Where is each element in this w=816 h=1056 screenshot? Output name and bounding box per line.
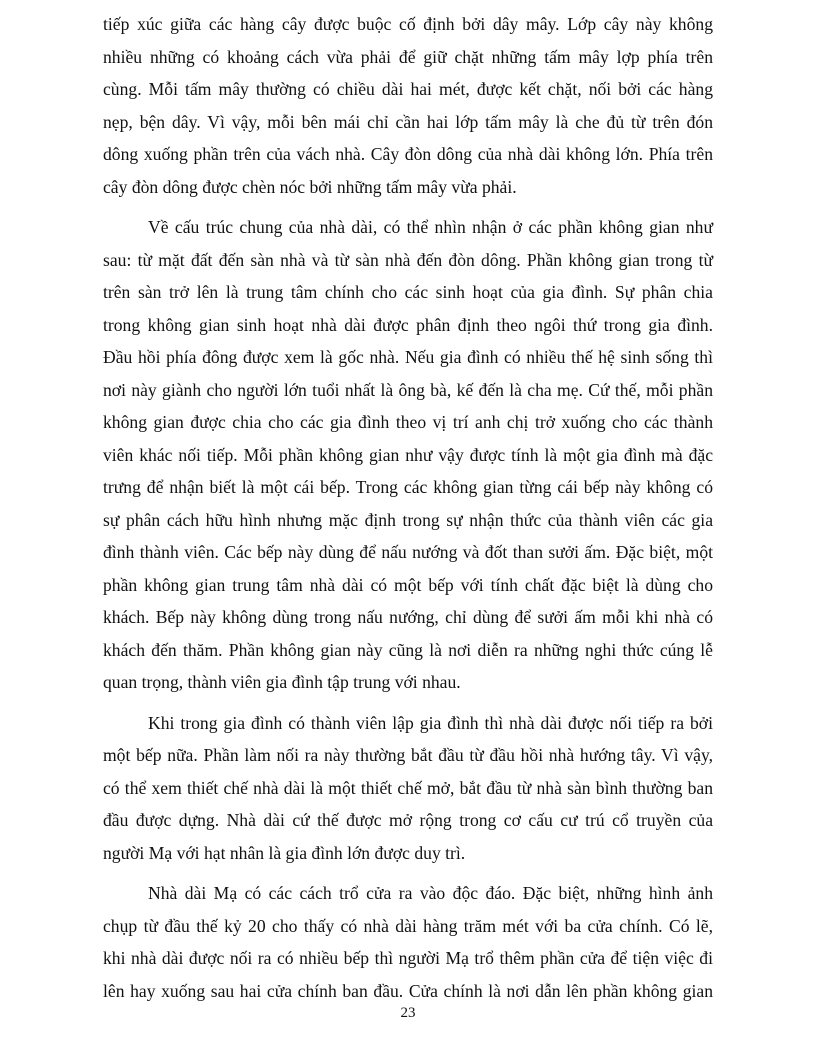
text-line: viên khác nối tiếp. Mỗi phần không gian như vậy được tính là một gia đình mà đặc (103, 444, 713, 465)
text-line: nơi này giành cho người lớn tuổi nhất là ông bà, kế đến là cha mẹ. Cứ thế, mỗi phần (103, 379, 713, 400)
paragraph (103, 707, 713, 870)
text-line: Về cấu trúc chung của nhà dài, có thể nhìn nhận ở các phần không gian như (148, 217, 713, 237)
text-line: chụp từ đầu thế kỷ 20 cho thấy có nhà dài hàng trăm mét với ba cửa chính. Có lẽ, (103, 915, 713, 936)
text-line: có thể xem thiết chế nhà dài là một thiết chế mở, bắt đầu từ nhà sàn bình thường ban (103, 777, 713, 798)
text-line: khách. Bếp này không dùng trong nấu nướng, chỉ dùng để sưởi ấm mỗi khi nhà có (103, 607, 713, 627)
text-line: phần không gian trung tâm nhà dài có một bếp với tính chất đặc biệt là dùng cho (103, 574, 713, 595)
text-line: người Mạ với hạt nhân là gia đình lớn được duy trì. (103, 842, 466, 863)
text-line: quan trọng, thành viên gia đình tập trung với nhau. (103, 672, 461, 692)
text-line: một bếp nữa. Phần làm nối ra này thường bắt đầu từ đầu hồi nhà hướng tây. Vì vậy, (103, 745, 713, 765)
text-line: không gian được chia cho các gia đình theo vị trí anh chị trở xuống cho các thành (103, 412, 713, 432)
text-line: Khi trong gia đình có thành viên lập gia đình thì nhà dài được nối tiếp ra bởi (148, 712, 713, 733)
document-body (103, 8, 713, 1007)
text-line: khách đến thăm. Phần không gian này cũng là nơi diễn ra những nghi thức cúng lễ (103, 639, 713, 660)
text-line: cây đòn dông được chèn nóc bởi những tấm mây vừa phải. (103, 176, 517, 197)
text-line: Đầu hồi phía đông được xem là gốc nhà. Nếu gia đình có nhiều thế hệ sinh sống thì (103, 347, 713, 367)
paragraph (103, 211, 713, 699)
page-number: 23 (400, 1005, 416, 1021)
text-line: tiếp xúc giữa các hàng cây được buộc cố định bởi dây mây. Lớp cây này không (103, 14, 713, 34)
text-line: dông xuống phần trên của vách nhà. Cây đòn dông của nhà dài không lớn. Phía trên (103, 144, 713, 164)
text-line: đầu được dựng. Nhà dài cứ thế được mở rộng trong cơ cấu cư trú cổ truyền của (103, 810, 713, 830)
text-line: lên hay xuống sau hai cửa chính ban đầu. Cửa chính là nơi dẫn lên phần không gian (103, 980, 713, 1001)
text-line: nẹp, bện dây. Vì vậy, mỗi bên mái chỉ cần hai lớp tấm mây là che đủ từ trên đón (103, 111, 713, 132)
text-line: sau: từ mặt đất đến sàn nhà và từ sàn nhà đến đòn dông. Phần không gian trong từ (103, 249, 713, 270)
text-line: cùng. Mỗi tấm mây thường có chiều dài hai mét, được kết chặt, nối bởi các hàng (103, 79, 713, 99)
text-line: Nhà dài Mạ có các cách trổ cửa ra vào độc đáo. Đặc biệt, những hình ảnh (148, 883, 713, 903)
text-line: trên sàn trở lên là trung tâm chính cho các sinh hoạt của gia đình. Sự phân chia (103, 282, 713, 302)
text-line: nhiều những có khoảng cách vừa phải để giữ chặt những tấm mây lợp phía trên (103, 46, 713, 67)
paragraph (103, 877, 713, 1007)
text-line: trưng để nhận biết là một cái bếp. Trong các không gian từng cái bếp này không có (103, 477, 713, 497)
text-line: đình thành viên. Các bếp này dùng để nấu nướng và đốt than sưởi ấm. Đặc biệt, một (103, 542, 713, 562)
text-line: khi nhà dài được nối ra có nhiều bếp thì người Mạ trổ thêm phần cửa để tiện việc đi (103, 948, 713, 968)
text-line: sự phân cách hữu hình nhưng mặc định trong sự nhận thức của thành viên các gia (103, 509, 713, 530)
text-line: trong không gian sinh hoạt nhà dài được phân định theo ngôi thứ trong gia đình. (103, 314, 713, 335)
paragraph (103, 8, 713, 203)
